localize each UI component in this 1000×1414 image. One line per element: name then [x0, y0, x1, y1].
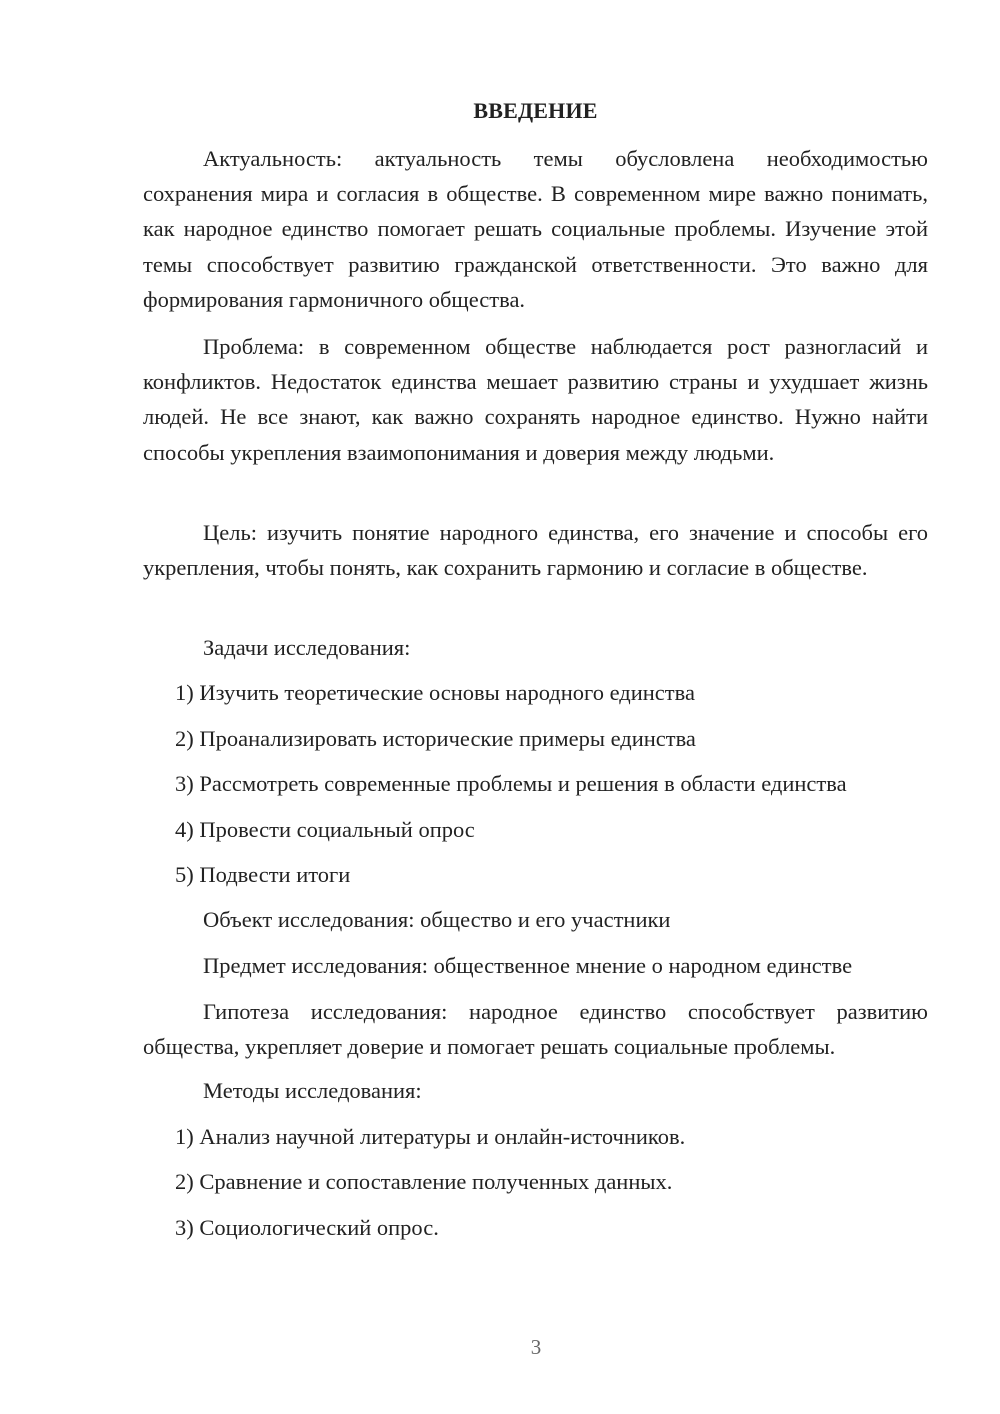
research-object: Объект исследования: общество и его участники — [203, 907, 671, 932]
task-item: 2) Проанализировать исторические примеры единства — [175, 726, 696, 751]
tasks-heading: Задачи исследования: — [203, 635, 411, 660]
task-item: 1) Изучить теоретические основы народного единства — [175, 680, 695, 705]
relevance-paragraph: Актуальность: актуальность темы обусловлена необходимостью сохранения мира и согласия в обществе. В современном мире важно понимать, как народное единство помогает решать социальные проблемы. Изучение этой темы способствует развитию гражданской ответственности. Это важно для формирования гармоничного общества. — [143, 146, 928, 312]
task-item: 4) Провести социальный опрос — [175, 817, 475, 842]
page-title: ВВЕДЕНИЕ — [473, 98, 598, 123]
method-item: 3) Социологический опрос. — [175, 1215, 439, 1240]
research-subject: Предмет исследования: общественное мнение о народном единстве — [203, 953, 853, 978]
method-item: 1) Анализ научной литературы и онлайн-источников. — [175, 1124, 686, 1149]
page-number: 3 — [530, 1335, 542, 1359]
task-item: 5) Подвести итоги — [175, 862, 351, 887]
method-item: 2) Сравнение и сопоставление полученных данных. — [175, 1169, 673, 1194]
methods-heading: Методы исследования: — [203, 1078, 422, 1103]
task-item: 3) Рассмотреть современные проблемы и решения в области единства — [175, 771, 847, 796]
hypothesis-paragraph: Гипотеза исследования: народное единство способствует развитию общества, укрепляет доверие и помогает решать социальные проблемы. — [143, 999, 928, 1060]
goal-paragraph: Цель: изучить понятие народного единства, его значение и способы его укрепления, чтобы понять, как сохранить гармонию и согласие в обществе. — [143, 520, 928, 581]
problem-paragraph: Проблема: в современном обществе наблюдается рост разногласий и конфликтов. Недостаток единства мешает развитию страны и ухудшает жизнь людей. Не все знают, как важно сохранять народное единство. Нужно найти способы укрепления взаимопонимания и доверия между людьми. — [143, 334, 928, 465]
